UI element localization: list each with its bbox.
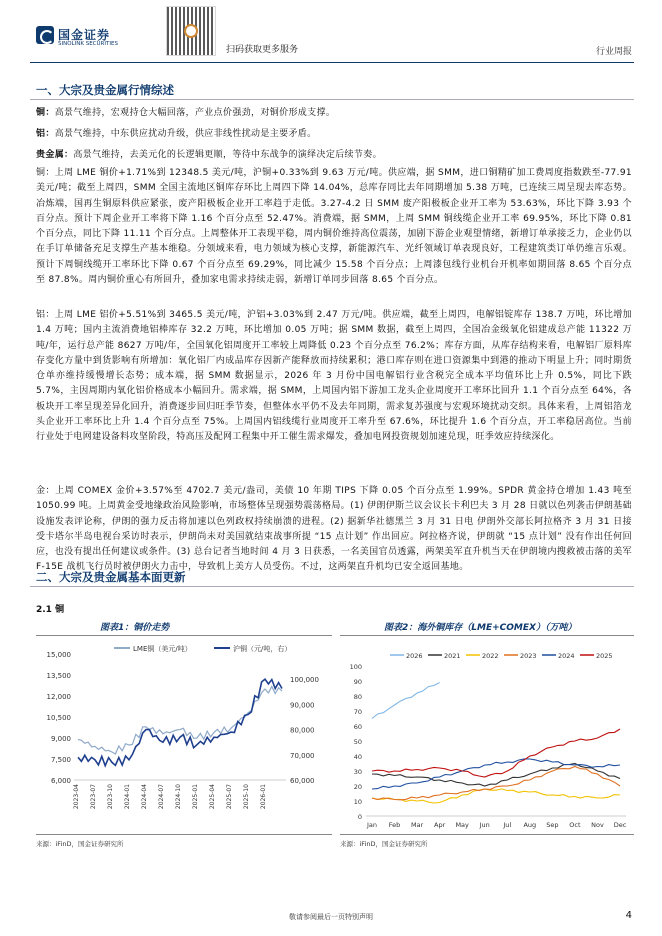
y-tick-label: 20 [353, 783, 362, 791]
fig2-title: 图表2：海外铜库存（LME+COMEX）（万吨） [384, 623, 577, 633]
y-tick-label: 70 [353, 708, 362, 716]
series-line-2022 [372, 789, 620, 803]
x-tick-label: Jan [366, 821, 378, 829]
x-tick-label: 2026-01 [260, 784, 267, 810]
fig1-bottom-rule [36, 834, 332, 835]
y-tick-label: 90 [353, 678, 362, 686]
subsection-copper: 2.1 铜 [36, 605, 65, 615]
fig1-top-rule [36, 635, 332, 636]
y-tick-label: 9,000 [50, 735, 71, 743]
x-tick-label: 2024-10 [175, 784, 182, 810]
x-tick-label: Feb [388, 821, 401, 829]
y-tick-label: 80 [353, 693, 362, 701]
x-tick-label: Jul [503, 821, 512, 829]
page-number: 4 [625, 910, 632, 921]
legend-label-2025: 2025 [596, 652, 613, 660]
x-tick-label: 2024-04 [141, 784, 148, 810]
y2-tick-label: 70,000 [290, 751, 315, 760]
copper-price-chart [36, 640, 332, 830]
y-tick-label: 7,500 [50, 756, 71, 764]
x-tick-label: Dec [613, 821, 627, 829]
y-tick-label: 40 [353, 753, 362, 761]
legend-label-2022: 2022 [482, 652, 499, 660]
alu-summary-text: 高景气维持，中东供应扰动升级，供应非线性扰动是主要矛盾。 [54, 129, 317, 139]
doc-type-label: 行业周报 [595, 47, 632, 57]
y2-tick-label: 90,000 [290, 701, 315, 710]
fig1-source: 来源：iFinD，国金证券研究所 [36, 840, 124, 848]
page-header [0, 0, 662, 62]
header-divider [30, 62, 634, 63]
x-tick-label: 2025-10 [243, 784, 250, 810]
legend-label-2023: 2023 [520, 652, 537, 660]
x-tick-label: 2023-04 [73, 784, 80, 810]
y-tick-label: 10,500 [46, 714, 71, 722]
series-line-2025 [372, 729, 620, 777]
fig1-title: 图表1：铜价走势 [100, 623, 170, 633]
x-tick-label: Oct [569, 821, 581, 829]
copper-label: 铜： [36, 108, 55, 118]
alu-label: 铝： [36, 129, 55, 139]
legend-label-2024: 2024 [558, 652, 575, 660]
series-line-1 [78, 679, 282, 766]
section-title-fundamentals: 二、大宗及贵金属基本面更新 [36, 570, 186, 584]
legend-label-2026: 2026 [406, 652, 423, 660]
pm-summary [36, 148, 632, 163]
fig2-top-rule [340, 635, 634, 636]
y-tick-label: 60 [353, 723, 362, 731]
x-tick-label: 2024-01 [124, 784, 131, 810]
y2-tick-label: 100,000 [290, 676, 319, 685]
x-tick-label: 2025-01 [192, 784, 199, 810]
y-tick-label: 12,000 [46, 693, 71, 701]
y-tick-label: 6,000 [50, 777, 71, 785]
copper-summary-text: 高景气维持，宏观持仓大幅回落，产业点价强劲，对铜价形成支撑。 [54, 108, 336, 118]
x-tick-label: Apr [434, 821, 446, 829]
section-title-overview: 一、大宗及贵金属行情综述 [36, 83, 174, 97]
x-tick-label: 2023-07 [90, 784, 97, 810]
fig2-source: 来源：iFinD，国金证券研究所 [340, 840, 428, 848]
y-tick-label: 50 [353, 738, 362, 746]
y-tick-label: 13,500 [46, 672, 71, 680]
alu-summary [36, 127, 632, 142]
copper-inventory-chart [340, 640, 634, 830]
logo-name-cn: 国金证券 [58, 28, 111, 42]
logo-name-en: SINOLINK SECURITIES [58, 41, 118, 47]
qr-center-logo-icon [184, 24, 198, 38]
x-tick-label: Jun [479, 821, 490, 829]
copper-summary [36, 106, 632, 121]
y-tick-label: 30 [353, 768, 362, 776]
x-tick-label: Nov [591, 821, 604, 829]
y-tick-label: 15,000 [46, 651, 71, 659]
scan-hint: 扫码获取更多服务 [226, 45, 299, 55]
x-tick-label: 2025-07 [226, 784, 233, 810]
series-line-0 [78, 687, 282, 755]
series-line-2026 [372, 683, 440, 719]
x-tick-label: 2025-04 [209, 784, 216, 810]
pm-summary-text: 高景气维持，去美元化的长逻辑更顺，等待中东战争的演绎决定后续节奏。 [73, 150, 382, 160]
y2-tick-label: 80,000 [290, 726, 315, 735]
x-tick-label: 2024-07 [158, 784, 165, 810]
x-tick-label: 2023-10 [107, 784, 114, 810]
copper-detail: 铜：上周 LME 铜价+1.71%到 12348.5 美元/吨，沪铜+0.33%到 9.63 万元/吨。供应端，据 SMM，进口铜精矿加工费周度指数跌至-77.91 美元/吨；截至上周四，SMM 全国主流地区铜库存环比上周四下降 14.04%，总库存同比去年同期增加 5.38 万吨，已连续三周呈现去库态势。冶炼端，国再生铜原料供应紧张，废产阳极板企业开工率趋于走低。3.27-4.2 日 SMM 废产阳极板企业开工率为 53.63%，环比下降 3.93 个百分点。预计下周企业开工率将下降 1.16 个百分点至 52.47%。消费端，据 SMM，上周 SMM 铜线缆企业开工率 69.95%，环比下降 0.81 个百分点，同比下降 11.11 个百分点。上周整体开工表现平稳，周内铜价维持高位震荡，加剧下游企业观望情绪，新增订单承接乏力，企业仍以在手订单储备充足支撑生产基本维稳。分领域来看，电力领域为核心支撑，新能源汽车、光纤领域订单表现良好，工程建筑类订单仍维言乐观。预计下周铜线缆开工率环比下降 0.67 个百分点至 69.29%，同比减少 15.58 个百分点；上周漆包线行业机台开机率如期回落 8.65 个百分点至 87.8%。周内铜价重心有所回升，叠加家电需求持续走弱，新增订单同步回落 8.65 个百分点。 [36, 168, 632, 286]
y-tick-label: 100 [349, 663, 362, 671]
x-tick-label: Mar [410, 821, 424, 829]
y-tick-label: 10 [353, 798, 362, 806]
footer-disclaimer[interactable]: 敬请参阅最后一页特别声明 [289, 913, 373, 921]
x-tick-label: May [455, 821, 469, 829]
section-divider-2 [30, 586, 634, 587]
y2-tick-label: 60,000 [290, 777, 315, 785]
y-tick-label: 0 [357, 813, 362, 821]
sinolink-logo-icon [36, 26, 54, 44]
series-line-2021 [372, 764, 620, 787]
section-divider [30, 99, 634, 100]
legend-label-2021: 2021 [444, 652, 461, 660]
x-tick-label: Sep [546, 821, 559, 829]
legend-lme-label: LME铜（美元/吨） [133, 645, 192, 653]
alu-detail: 铝：上周 LME 铝价+5.51%到 3465.5 美元/吨，沪铝+3.03%到 2.47 万元/吨。供应端，截至上周四，电解铝锭库存 138.7 万吨，环比增加 1.4 万吨；国内主流消费地铝棒库存 32.2 万吨，环比增加 0.05 万吨；据 SMM 数据，截至上周四，全国冶金级氧化铝建成总产能 11322 万吨/年，运行总产能 8627 万吨/年，全国氧化铝周度开工率较上周降低 0.23 个百分点至 76.2%；库存方面，从库存结构来看，电解铝厂原料库存变化方量中到货影响有所增加：氧化铝厂内成品库存因新产能释放而持续累积；港口库存则在进口资源集中到港的推动下明显上升；同时期货仓单亦维持缓慢增长态势；成本端，据 SMM 数据显示，2026 年 3 月份中国电解铝行业含税完全成本平均值环比上升 0.5%，同比下跌 5.7%，主因周期内氧化铝价格成本小幅回升。需求端，据 SMM，上周国内铝下游加工龙头企业周度开工率环比回升 1.1 个百分点至 64%，各板块开工率呈现差异化回升，消费逐步回归旺季节奏，但整体水平仍不及去年同期，需求复苏强度与宏观环境扰动交织。具体来看，上周铝箔龙头企业开工率环比上升 1.4 个百分点至 75%。上周国内铝线缆行业周度开工率升至 67.6%，环比提升 1.6 个百分点，开工率稳居高位。当前行业处于电网建设备料攻坚阶段，特高压及配网工程集中开工催生需求爆发，叠加电网投资规划加速兑现，旺季效应持续深化。 [36, 310, 632, 443]
x-tick-label: Aug [523, 821, 537, 829]
pm-label: 贵金属： [36, 150, 74, 160]
gold-detail: 金：上周 COMEX 金价+3.57%至 4702.7 美元/盎司，美债 10 年期 TIPS 下降 0.05 个百分点至 1.99%。SPDR 黄金持仓增加 1.43 吨至 1050.99 吨。上周黄金受地缘政治风险影响，市场整体呈现强势震荡格局。(1) 伊朗伊斯兰议会议长卡利巴夫 3 月 28 日就以色列袭击伊朗基础设施发表评论称，伊朗的强力反击将加速以色列政权持续崩溃的进程。(2) 据新华社德黑兰 3 月 31 日电 伊朗外交部长阿拉格齐 3 月 31 日接受卡塔尔半岛电视台采访时表示，伊朗尚未对美国就结束战事所提 “15 点计划” 作出回应。阿拉格齐说，伊朗就 “15 点计划” 没有作出任何回应，也没有提出任何建议或条件。(3) 总台记者当地时间 4 月 3 日获悉，一名美国官员透露，两架美军直升机当天在伊朗境内搜救被击落的美军 F-15E 战机飞行员时被伊朗火力击中，导致机上美方人员受伤。不过，这两架直升机均已安全返回基地。 [36, 486, 632, 573]
fig2-bottom-rule [340, 834, 634, 835]
legend-hu-label: 沪铜（元/吨，右） [233, 645, 292, 653]
